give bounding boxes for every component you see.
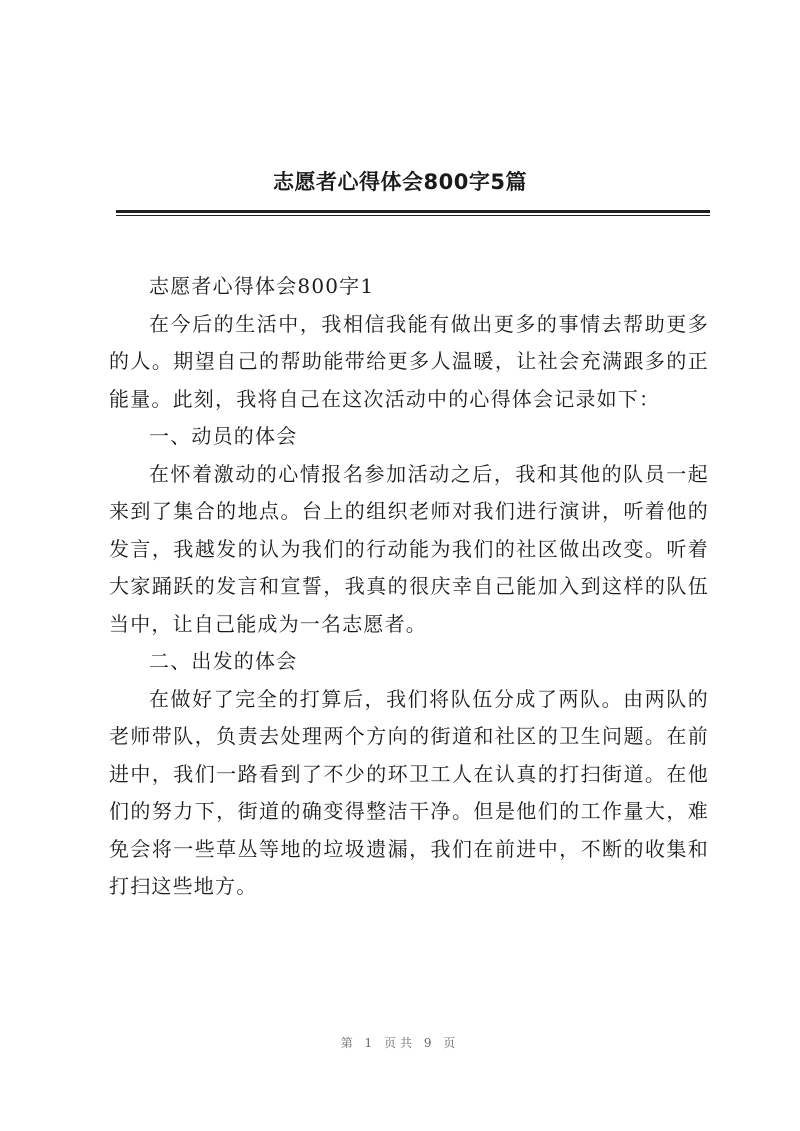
- subsection-heading: 一、动员的体会: [149, 424, 298, 448]
- body-paragraph: 在做好了完全的打算后，我们将队伍分成了两队。由两队的老师带队，负责去处理两个方向的街道和社区的卫生问题。在前进中，我们一路看到了不少的环卫工人在认真的打扫街道。在他们的努力下，街道的确变得整洁干净。但是他们的工作量大，难免会将一些草丛等地的垃圾遗漏，我们在前进中，不断的收集和打扫这些地方。: [109, 686, 709, 898]
- title-divider: [116, 210, 710, 213]
- page-title: 志愿者心得体会800字5篇: [273, 170, 527, 194]
- body-paragraph: 在怀着激动的心情报名参加活动之后，我和其他的队员一起来到了集合的地点。台上的组织老师对我们进行演讲，听着他的发言，我越发的认为我们的行动能为我们的社区做出改变。听着大家踊跃的发言和宣誓，我真的很庆幸自己能加入到这样的队伍当中，让自己能成为一名志愿者。: [109, 461, 709, 636]
- body-paragraph: 在今后的生活中，我相信我能有做出更多的事情去帮助更多的人。期望自己的帮助能带给更多人温暖，让社会充满跟多的正能量。此刻，我将自己在这次活动中的心得体会记录如下：: [109, 311, 709, 411]
- document-body: [109, 268, 709, 906]
- page-footer: 第 1 页共 9 页: [340, 1036, 460, 1050]
- subsection-heading: 二、出发的体会: [149, 649, 298, 673]
- section-heading: 志愿者心得体会800字1: [149, 274, 375, 298]
